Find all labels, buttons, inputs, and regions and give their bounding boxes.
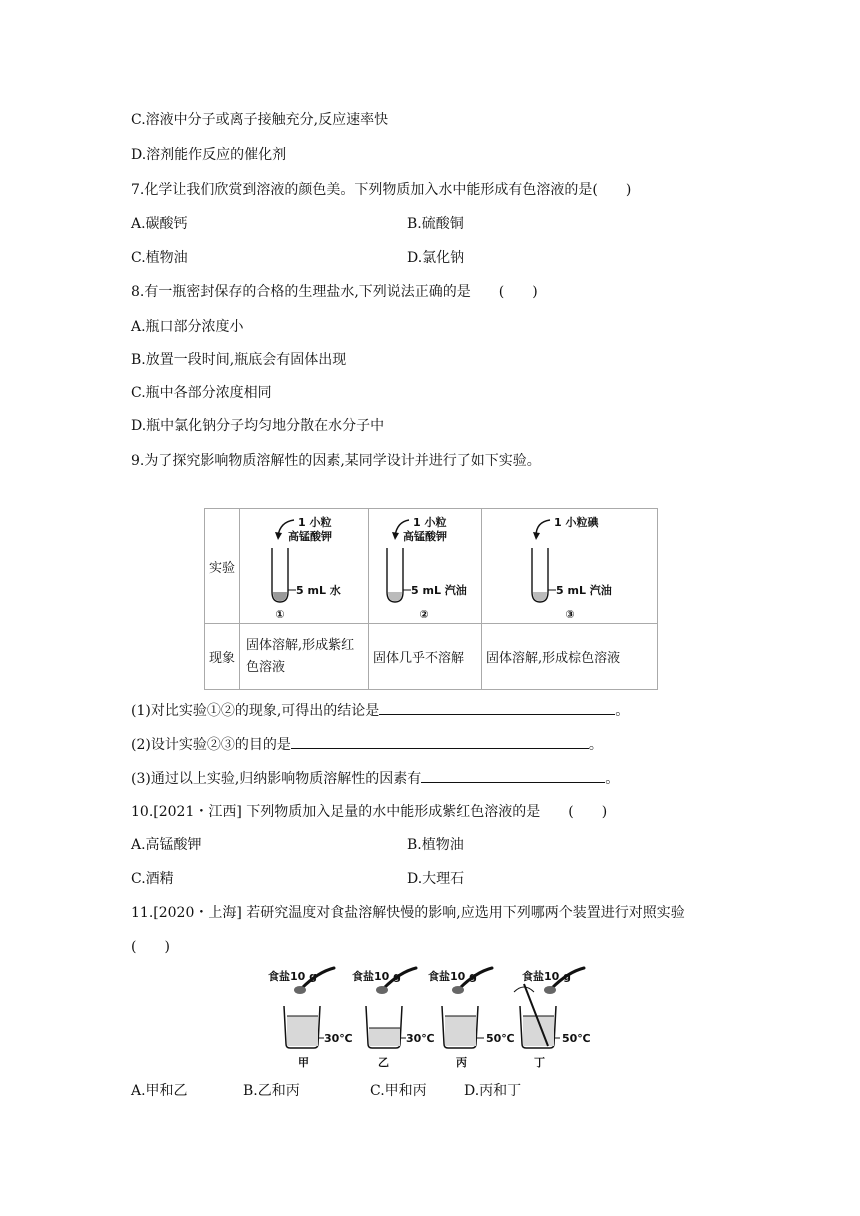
row-label-observation: 现象 <box>205 624 240 690</box>
answer-blank <box>379 700 615 715</box>
exp2-liquid: 5 mL 汽油 <box>411 584 467 597</box>
test-tube-2-figure <box>369 510 481 622</box>
q7-stem: 7.化学让我们欣赏到溶液的颜色美。下列物质加入水中能形成有色溶液的是( ) <box>131 182 632 198</box>
q9-part3: (3)通过以上实验,归纳影响物质溶解性的因素有 。 <box>131 768 619 789</box>
exp3-number: ③ <box>565 608 575 621</box>
exp2-number: ② <box>419 608 429 621</box>
exp2-add-line2: 高锰酸钾 <box>403 530 447 543</box>
q11-option-a: A.甲和乙 <box>131 1083 188 1099</box>
q11-option-c: C.甲和丙 <box>370 1083 427 1099</box>
q6-option-c: C.溶液中分子或离子接触充分,反应速率快 <box>131 112 389 128</box>
beaker-3-label: 食盐10 g <box>428 970 478 983</box>
q10-option-d: D.大理石 <box>407 871 465 887</box>
answer-blank <box>421 768 605 783</box>
q11-paren: ( ) <box>131 939 170 955</box>
q9-stem: 9.为了探究影响物质溶解性的因素,某同学设计并进行了如下实验。 <box>131 453 541 469</box>
exp1-add-line2: 高锰酸钾 <box>288 530 332 543</box>
exp1-liquid: 5 mL 水 <box>296 584 341 597</box>
beaker-2-name: 乙 <box>378 1056 389 1069</box>
beaker-3-temp: 50℃ <box>486 1032 515 1045</box>
beaker-4-name: 丁 <box>534 1056 545 1069</box>
q8-option-a: A.瓶口部分浓度小 <box>131 319 244 335</box>
beakers-figure <box>262 962 602 1072</box>
q9-part2: (2)设计实验②③的目的是 。 <box>131 734 603 755</box>
experiment-table <box>204 508 658 690</box>
experiment-1-figure <box>240 509 369 624</box>
q7-option-c: C.植物油 <box>131 250 188 266</box>
arrow-head-icon <box>533 532 540 540</box>
q8-option-d: D.瓶中氯化钠分子均匀地分散在水分子中 <box>131 418 385 434</box>
q6-option-d: D.溶剂能作反应的催化剂 <box>131 147 287 163</box>
q10-option-b: B.植物油 <box>407 837 464 853</box>
salt-icon <box>294 986 306 994</box>
q10-option-c: C.酒精 <box>131 871 174 887</box>
observation-3: 固体溶解,形成棕色溶液 <box>482 624 658 690</box>
arrow-head-icon <box>275 532 282 540</box>
exp1-number: ① <box>275 608 285 621</box>
beaker-4-label: 食盐10 g <box>522 970 572 983</box>
observation-1: 固体溶解,形成紫红 色溶液 <box>240 624 369 690</box>
beaker-3-name: 丙 <box>456 1056 467 1069</box>
test-tube-3-figure <box>482 510 657 622</box>
exp2-add-line1: 1 小粒 <box>413 516 447 529</box>
salt-icon <box>452 986 464 994</box>
stir-arrow-icon <box>514 987 534 992</box>
beaker-bing <box>428 968 515 1069</box>
q8-option-b: B.放置一段时间,瓶底会有固体出现 <box>131 352 347 368</box>
row-label-experiment: 实验 <box>205 509 240 624</box>
beaker-2-label: 食盐10 g <box>352 970 402 983</box>
experiment-2-figure <box>369 509 482 624</box>
beaker-yi <box>352 968 435 1069</box>
beaker-2-temp: 30℃ <box>406 1032 435 1045</box>
experiment-3-figure <box>482 509 658 624</box>
salt-icon <box>544 986 556 994</box>
salt-icon <box>376 986 388 994</box>
beaker-ding <box>514 968 591 1069</box>
beaker-1-label: 食盐10 g <box>268 970 318 983</box>
q7-option-d: D.氯化钠 <box>407 250 465 266</box>
test-tube-1-figure <box>240 510 368 622</box>
exp3-add: 1 小粒碘 <box>554 516 599 529</box>
q11-option-d: D.丙和丁 <box>464 1083 522 1099</box>
q10-option-a: A.高锰酸钾 <box>131 837 202 853</box>
arrow-head-icon <box>392 532 399 540</box>
q7-option-a: A.碳酸钙 <box>131 216 188 232</box>
q11-option-b: B.乙和丙 <box>243 1083 300 1099</box>
beaker-1-temp: 30℃ <box>324 1032 353 1045</box>
exp3-liquid: 5 mL 汽油 <box>556 584 612 597</box>
q10-stem: 10.[2021・江西] 下列物质加入足量的水中能形成紫红色溶液的是 ( ) <box>131 804 608 820</box>
q11-stem: 11.[2020・上海] 若研究温度对食盐溶解快慢的影响,应选用下列哪两个装置进行对照实验 <box>131 905 685 921</box>
beaker-jia <box>268 968 353 1069</box>
exp1-add-line1: 1 小粒 <box>298 516 332 529</box>
q8-option-c: C.瓶中各部分浓度相同 <box>131 385 272 401</box>
q7-option-b: B.硫酸铜 <box>407 216 464 232</box>
q9-part1: (1)对比实验①②的现象,可得出的结论是 。 <box>131 700 629 721</box>
answer-blank <box>291 734 589 749</box>
beaker-4-temp: 50℃ <box>562 1032 591 1045</box>
beaker-1-name: 甲 <box>298 1056 309 1069</box>
q8-stem: 8.有一瓶密封保存的合格的生理盐水,下列说法正确的是 ( ) <box>131 284 538 300</box>
observation-2: 固体几乎不溶解 <box>369 624 482 690</box>
